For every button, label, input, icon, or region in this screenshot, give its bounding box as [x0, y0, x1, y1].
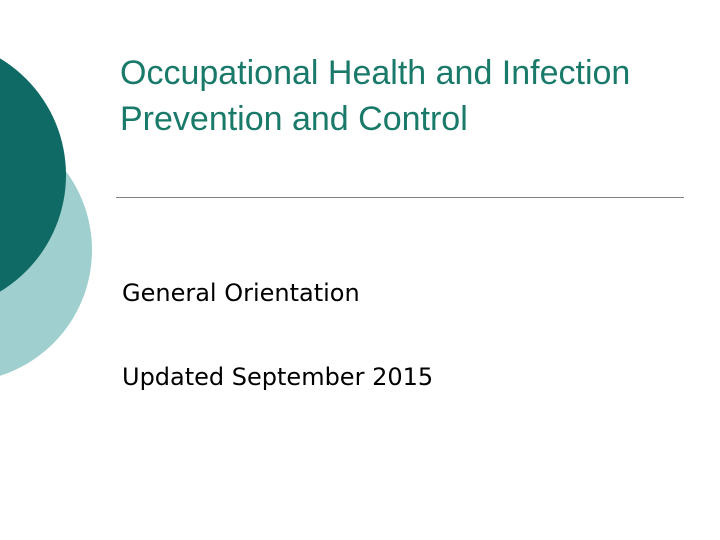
- subtitle-general-orientation: General Orientation: [122, 279, 360, 307]
- decorative-circles: [0, 0, 120, 540]
- title-divider: [116, 197, 684, 198]
- slide-title: Occupational Health and Infection Prevention and Control: [120, 54, 631, 138]
- subtitle-updated-date: Updated September 2015: [122, 363, 434, 391]
